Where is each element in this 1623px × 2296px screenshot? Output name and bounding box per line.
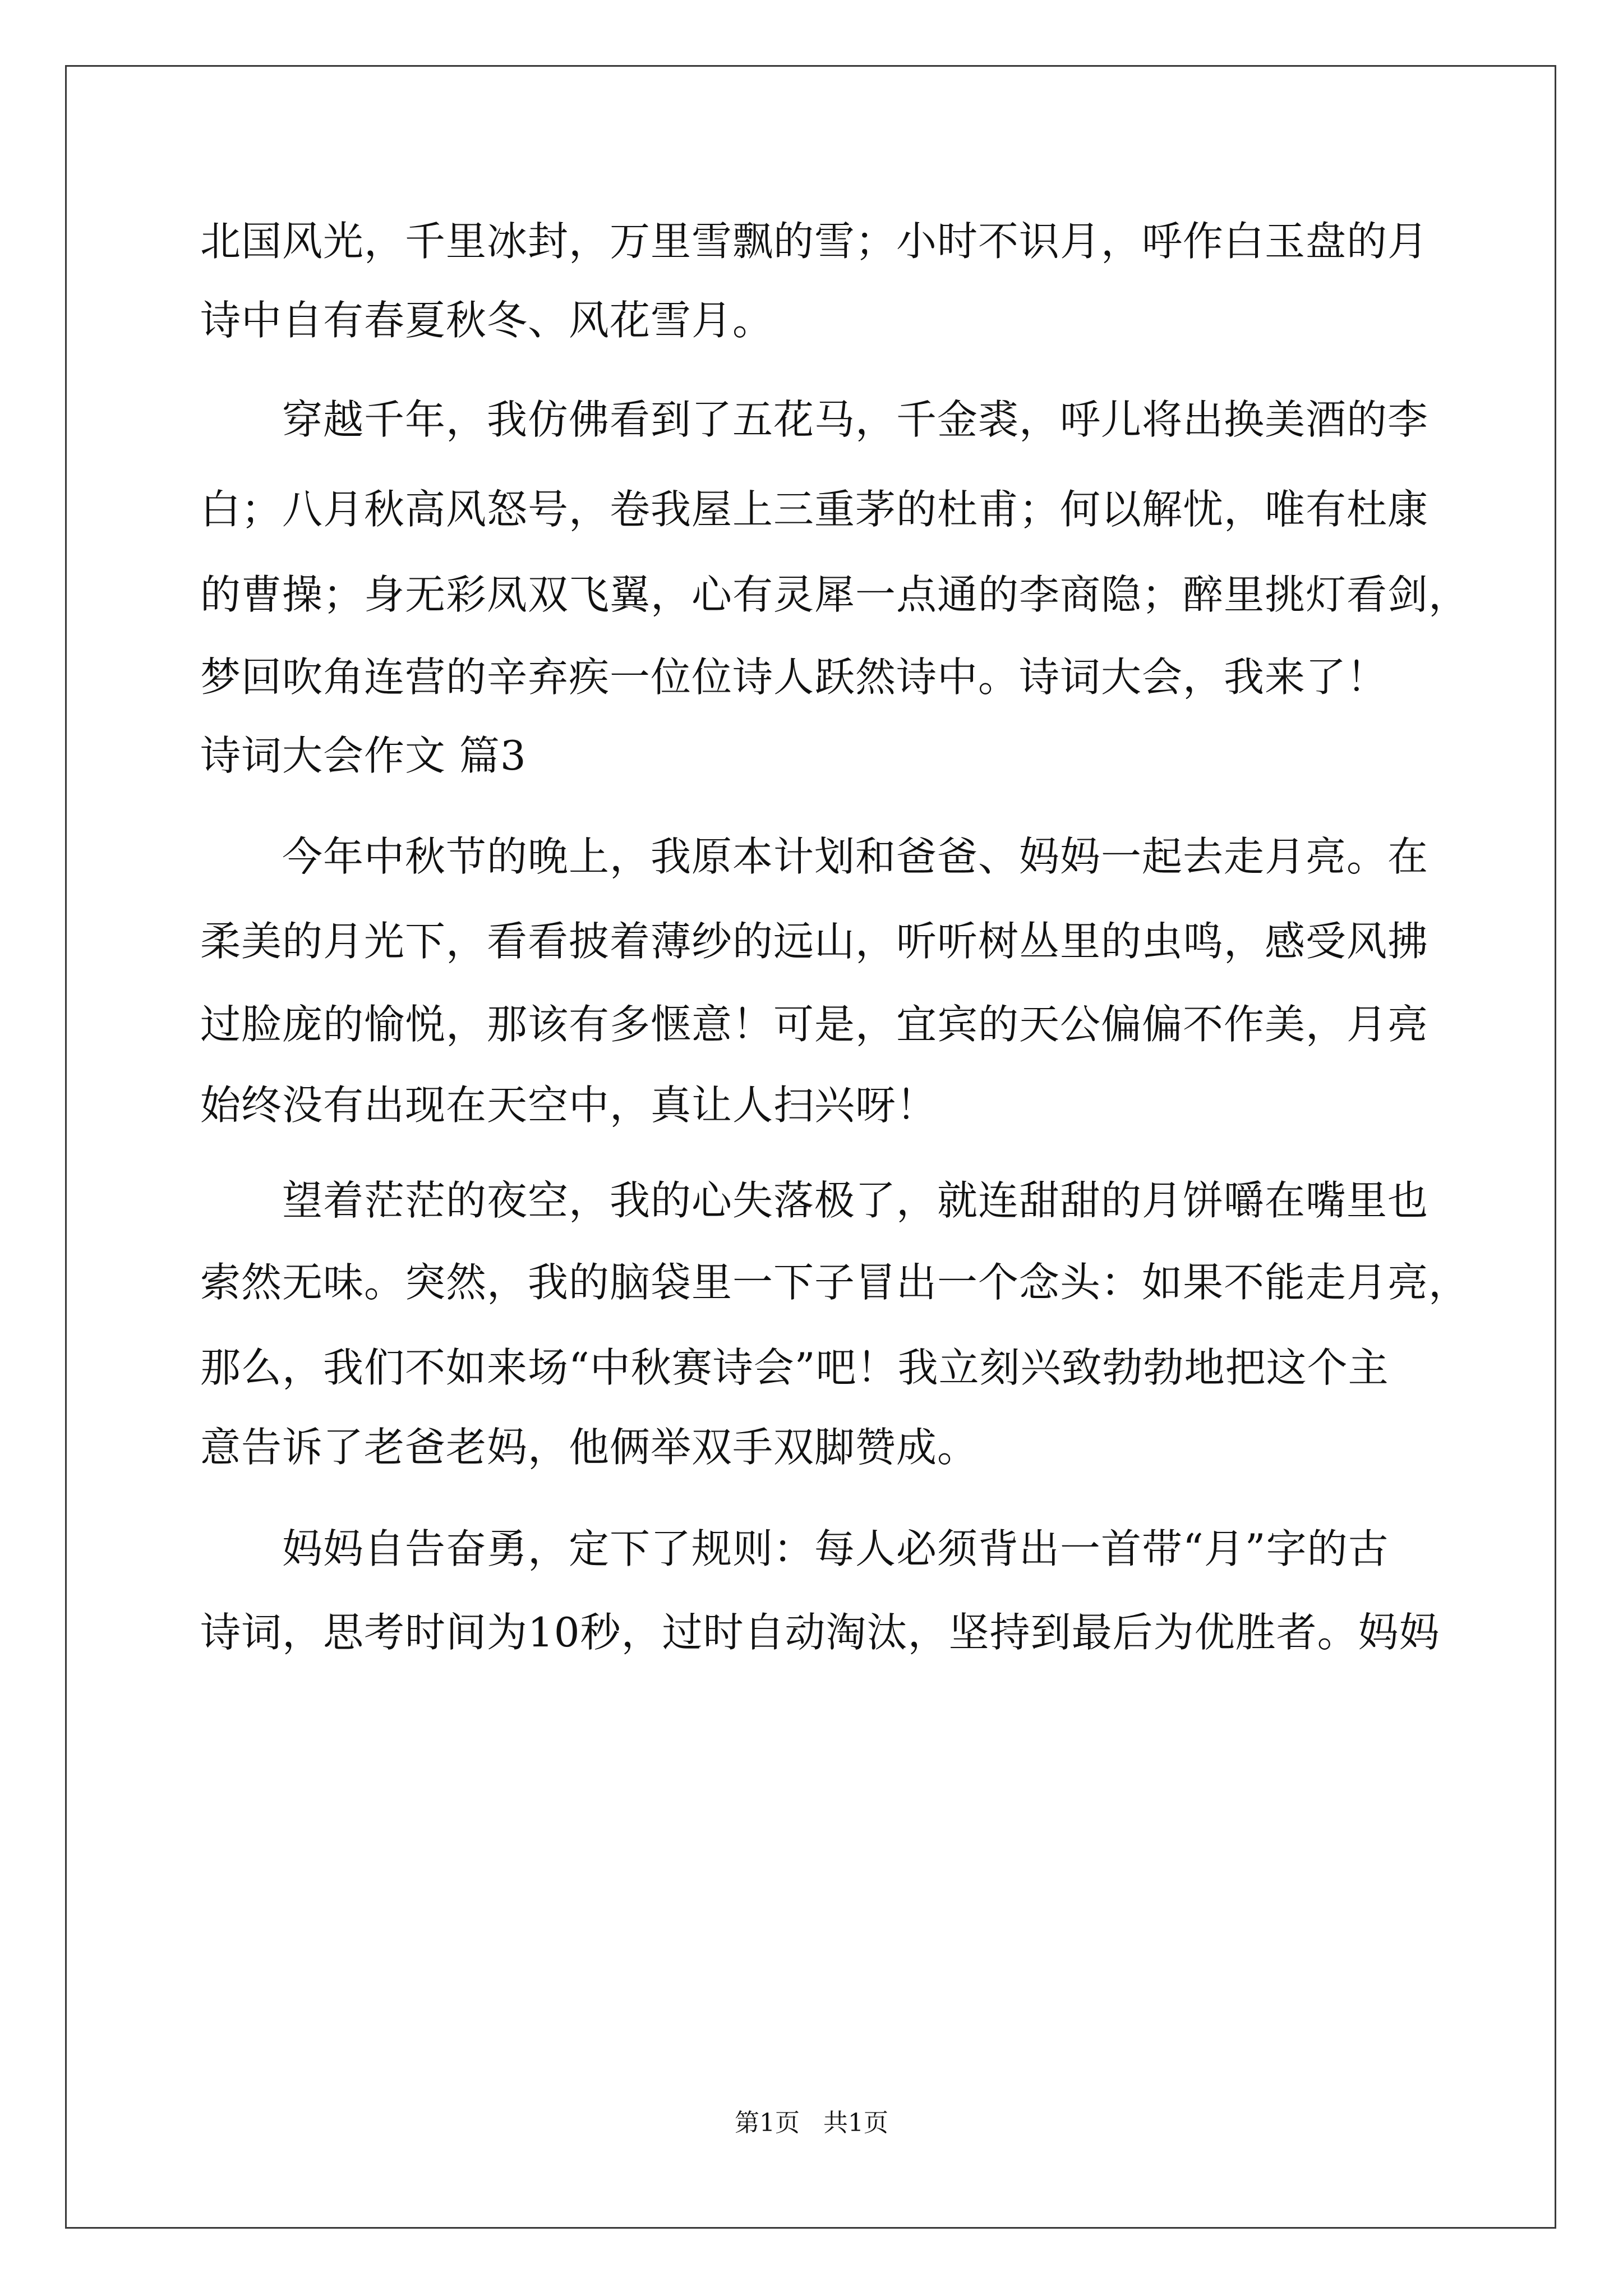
text-line: 梦回吹角连营的辛弃疾一位位诗人跃然诗中。诗词大会，我来了！ [200,654,1388,701]
section-heading: 诗词大会作文 篇3 [200,732,527,779]
text-line: 索然无味。突然，我的脑袋里一下子冒出一个念头：如果不能走月亮， [200,1259,1470,1306]
text-line: 那么，我们不如来场“中秋赛诗会”吧！我立刻兴致勃勃地把这个主 [200,1344,1389,1391]
text-line: 过脸庞的愉悦，那该有多惬意！可是，宜宾的天公偏偏不作美，月亮 [200,1001,1429,1048]
page-footer [0,2106,1623,2140]
text-line: 白；八月秋高风怒号，卷我屋上三重茅的杜甫；何以解忧，唯有杜康 [200,486,1429,533]
text-line: 妈妈自告奋勇，定下了规则：每人必须背出一首带“月”字的古 [200,1525,1389,1572]
text-line: 诗词，思考时间为10秒，过时自动淘汰，坚持到最后为优胜者。妈妈 [200,1609,1440,1656]
text-line: 始终没有出现在天空中，真让人扫兴呀！ [200,1082,938,1129]
page-number: 第1页 [735,2109,800,2137]
text-line: 今年中秋节的晚上，我原本计划和爸爸、妈妈一起去走月亮。在 [200,833,1429,880]
text-line: 意告诉了老爸老妈，他俩举双手双脚赞成。 [200,1424,979,1471]
text-line: 北国风光，千里冰封，万里雪飘的雪；小时不识月，呼作白玉盘的月 [200,218,1429,265]
page-frame [65,65,1556,2229]
text-line: 柔美的月光下，看看披着薄纱的远山，听听树丛里的虫鸣，感受风拂 [200,918,1429,965]
text-line: 穿越千年，我仿佛看到了五花马，千金裘，呼儿将出换美酒的李 [200,396,1429,443]
text-line: 望着茫茫的夜空，我的心失落极了，就连甜甜的月饼嚼在嘴里也 [200,1177,1429,1224]
page-total: 共1页 [823,2109,888,2137]
text-line: 的曹操；身无彩凤双飞翼，心有灵犀一点通的李商隐；醉里挑灯看剑， [200,571,1470,618]
text-line: 诗中自有春夏秋冬、风花雪月。 [200,297,774,344]
